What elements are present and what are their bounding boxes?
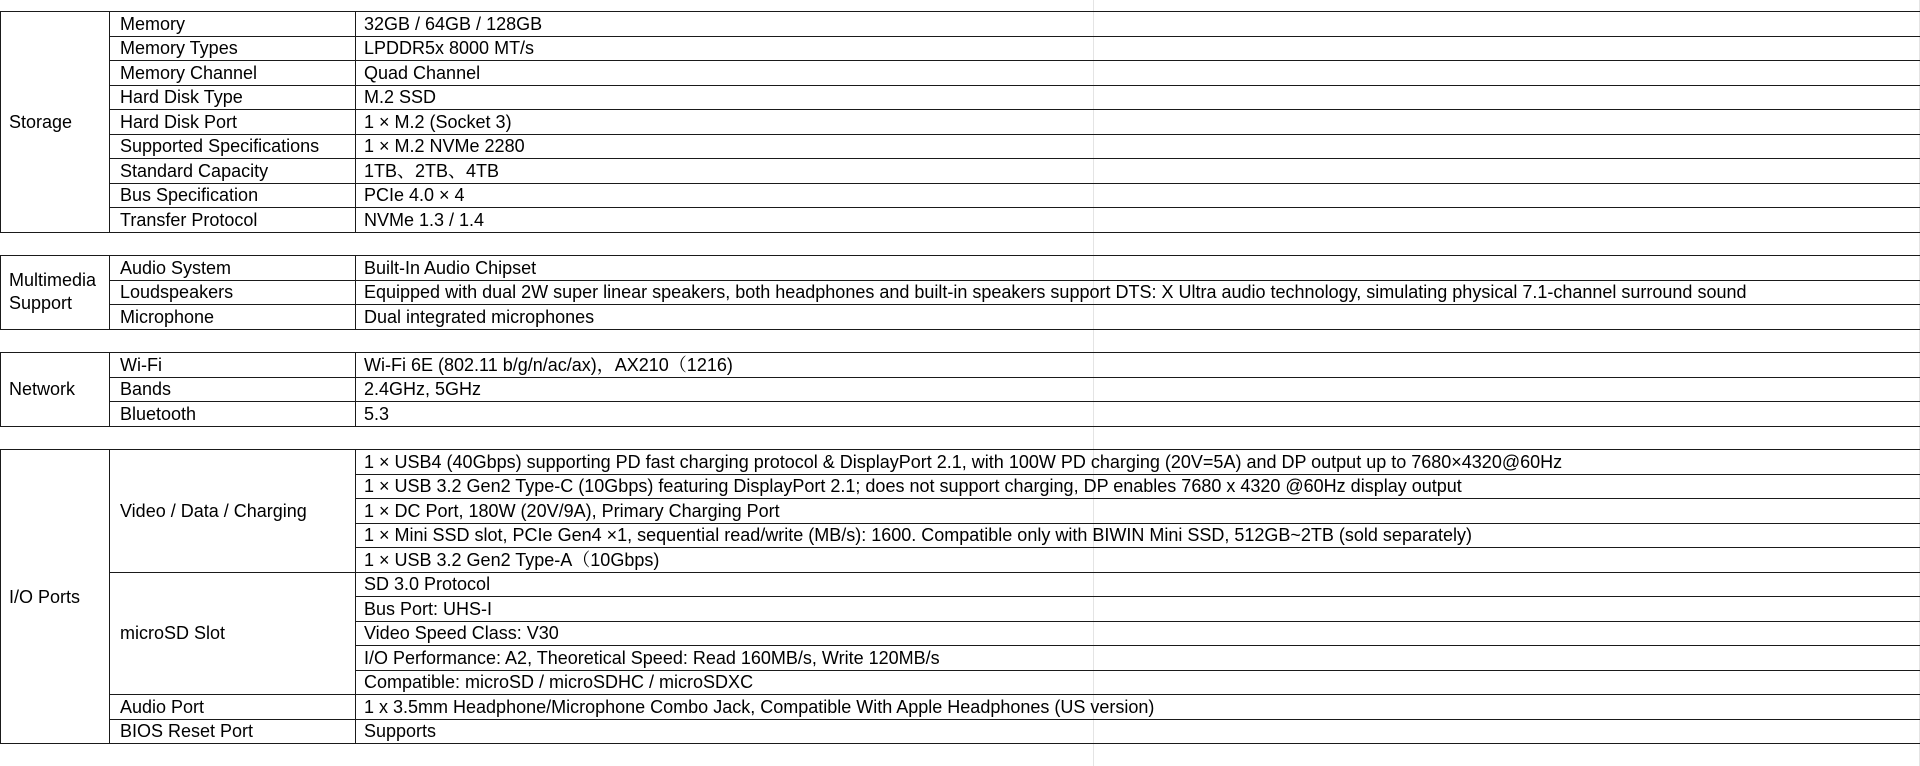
table-row <box>1 256 1920 281</box>
table-row <box>1 450 1920 475</box>
spec-value[interactable]: 2.4GHz, 5GHz <box>356 377 1920 402</box>
spec-value[interactable]: Video Speed Class: V30 <box>356 621 1920 646</box>
spec-label[interactable]: Loudspeakers <box>110 280 356 305</box>
table-row <box>1 110 1920 135</box>
table-row <box>1 353 1920 378</box>
spec-value[interactable]: PCIe 4.0 × 4 <box>356 183 1920 208</box>
spec-value[interactable]: M.2 SSD <box>356 85 1920 110</box>
spec-label-microsd-slot[interactable]: microSD Slot <box>110 572 356 695</box>
spec-value[interactable]: 1 × USB 3.2 Gen2 Type-C (10Gbps) featuring DisplayPort 2.1; does not support charging, DP enables 7680 x 4320 @60Hz display output <box>356 474 1920 499</box>
spacer-row <box>1 232 1920 256</box>
spec-label-video-data-charging[interactable]: Video / Data / Charging <box>110 450 356 573</box>
spec-value[interactable]: Bus Port: UHS-I <box>356 597 1920 622</box>
spec-value[interactable]: Quad Channel <box>356 61 1920 86</box>
spec-value[interactable]: Wi-Fi 6E (802.11 b/g/n/ac/ax)，AX210（1216) <box>356 353 1920 378</box>
spec-label[interactable]: Memory <box>110 12 356 37</box>
spacer-cell[interactable] <box>1 232 1920 256</box>
spacer-cell[interactable] <box>1 329 1920 353</box>
table-row <box>1 305 1920 330</box>
table-row <box>1 377 1920 402</box>
spec-value[interactable]: 1 × M.2 NVMe 2280 <box>356 134 1920 159</box>
spacer-row <box>1 329 1920 353</box>
table-row <box>1 719 1920 744</box>
spec-value[interactable]: 1 × DC Port, 180W (20V/9A), Primary Charging Port <box>356 499 1920 524</box>
table-row <box>1 280 1920 305</box>
spec-value[interactable]: 1TB、2TB、4TB <box>356 159 1920 184</box>
spacer-row <box>1 426 1920 450</box>
table-row <box>1 695 1920 720</box>
spec-value[interactable]: 1 × USB4 (40Gbps) supporting PD fast charging protocol & DisplayPort 2.1, with 100W PD charging (20V=5A) and DP output up to 7680×4320@60Hz <box>356 450 1920 475</box>
table-row <box>1 159 1920 184</box>
spec-label[interactable]: Wi-Fi <box>110 353 356 378</box>
category-storage[interactable]: Storage <box>1 12 110 233</box>
table-row <box>1 208 1920 233</box>
spec-label[interactable]: Supported Specifications <box>110 134 356 159</box>
spec-value[interactable]: 1 × Mini SSD slot, PCIe Gen4 ×1, sequential read/write (MB/s): 1600. Compatible only with BIWIN Mini SSD, 512GB~2TB (sold separately) <box>356 523 1920 548</box>
spec-label[interactable]: Audio Port <box>110 695 356 720</box>
spec-value[interactable]: I/O Performance: A2, Theoretical Speed: Read 160MB/s, Write 120MB/s <box>356 646 1920 671</box>
table-row <box>1 85 1920 110</box>
spec-label[interactable]: Bluetooth <box>110 402 356 427</box>
spec-value[interactable]: Built-In Audio Chipset <box>356 256 1920 281</box>
spec-label[interactable]: Standard Capacity <box>110 159 356 184</box>
spec-value[interactable]: 1 x 3.5mm Headphone/Microphone Combo Jack, Compatible With Apple Headphones (US version) <box>356 695 1920 720</box>
spec-label[interactable]: Bus Specification <box>110 183 356 208</box>
spec-label[interactable]: Hard Disk Port <box>110 110 356 135</box>
category-network[interactable]: Network <box>1 353 110 427</box>
table-row <box>1 572 1920 597</box>
spec-label[interactable]: Bands <box>110 377 356 402</box>
spec-label[interactable]: Memory Channel <box>110 61 356 86</box>
spec-value[interactable]: Supports <box>356 719 1920 744</box>
spec-label[interactable]: Audio System <box>110 256 356 281</box>
table-row <box>1 36 1920 61</box>
spec-label[interactable]: Microphone <box>110 305 356 330</box>
spec-value[interactable]: 1 × M.2 (Socket 3) <box>356 110 1920 135</box>
spec-value[interactable]: SD 3.0 Protocol <box>356 572 1920 597</box>
spacer-cell[interactable] <box>1 426 1920 450</box>
spec-label[interactable]: Hard Disk Type <box>110 85 356 110</box>
spec-label[interactable]: Memory Types <box>110 36 356 61</box>
spec-label[interactable]: BIOS Reset Port <box>110 719 356 744</box>
table-row <box>1 134 1920 159</box>
spec-value[interactable]: 1 × USB 3.2 Gen2 Type-A（10Gbps) <box>356 548 1920 573</box>
table-row <box>1 12 1920 37</box>
spec-value[interactable]: LPDDR5x 8000 MT/s <box>356 36 1920 61</box>
spec-value[interactable]: 32GB / 64GB / 128GB <box>356 12 1920 37</box>
table-row <box>1 183 1920 208</box>
spec-value[interactable]: Dual integrated microphones <box>356 305 1920 330</box>
spec-value[interactable]: Compatible: microSD / microSDHC / microSDXC <box>356 670 1920 695</box>
spec-value[interactable]: 5.3 <box>356 402 1920 427</box>
table-row <box>1 61 1920 86</box>
category-io-ports[interactable]: I/O Ports <box>1 450 110 744</box>
spec-label[interactable]: Transfer Protocol <box>110 208 356 233</box>
spec-value[interactable]: Equipped with dual 2W super linear speakers, both headphones and built-in speakers support DTS: X Ultra audio technology, simulating physical 7.1-channel surround sound <box>356 280 1920 305</box>
spec-table <box>0 11 1920 744</box>
category-multimedia[interactable]: Multimedia Support <box>1 256 110 330</box>
table-row <box>1 402 1920 427</box>
spec-value[interactable]: NVMe 1.3 / 1.4 <box>356 208 1920 233</box>
